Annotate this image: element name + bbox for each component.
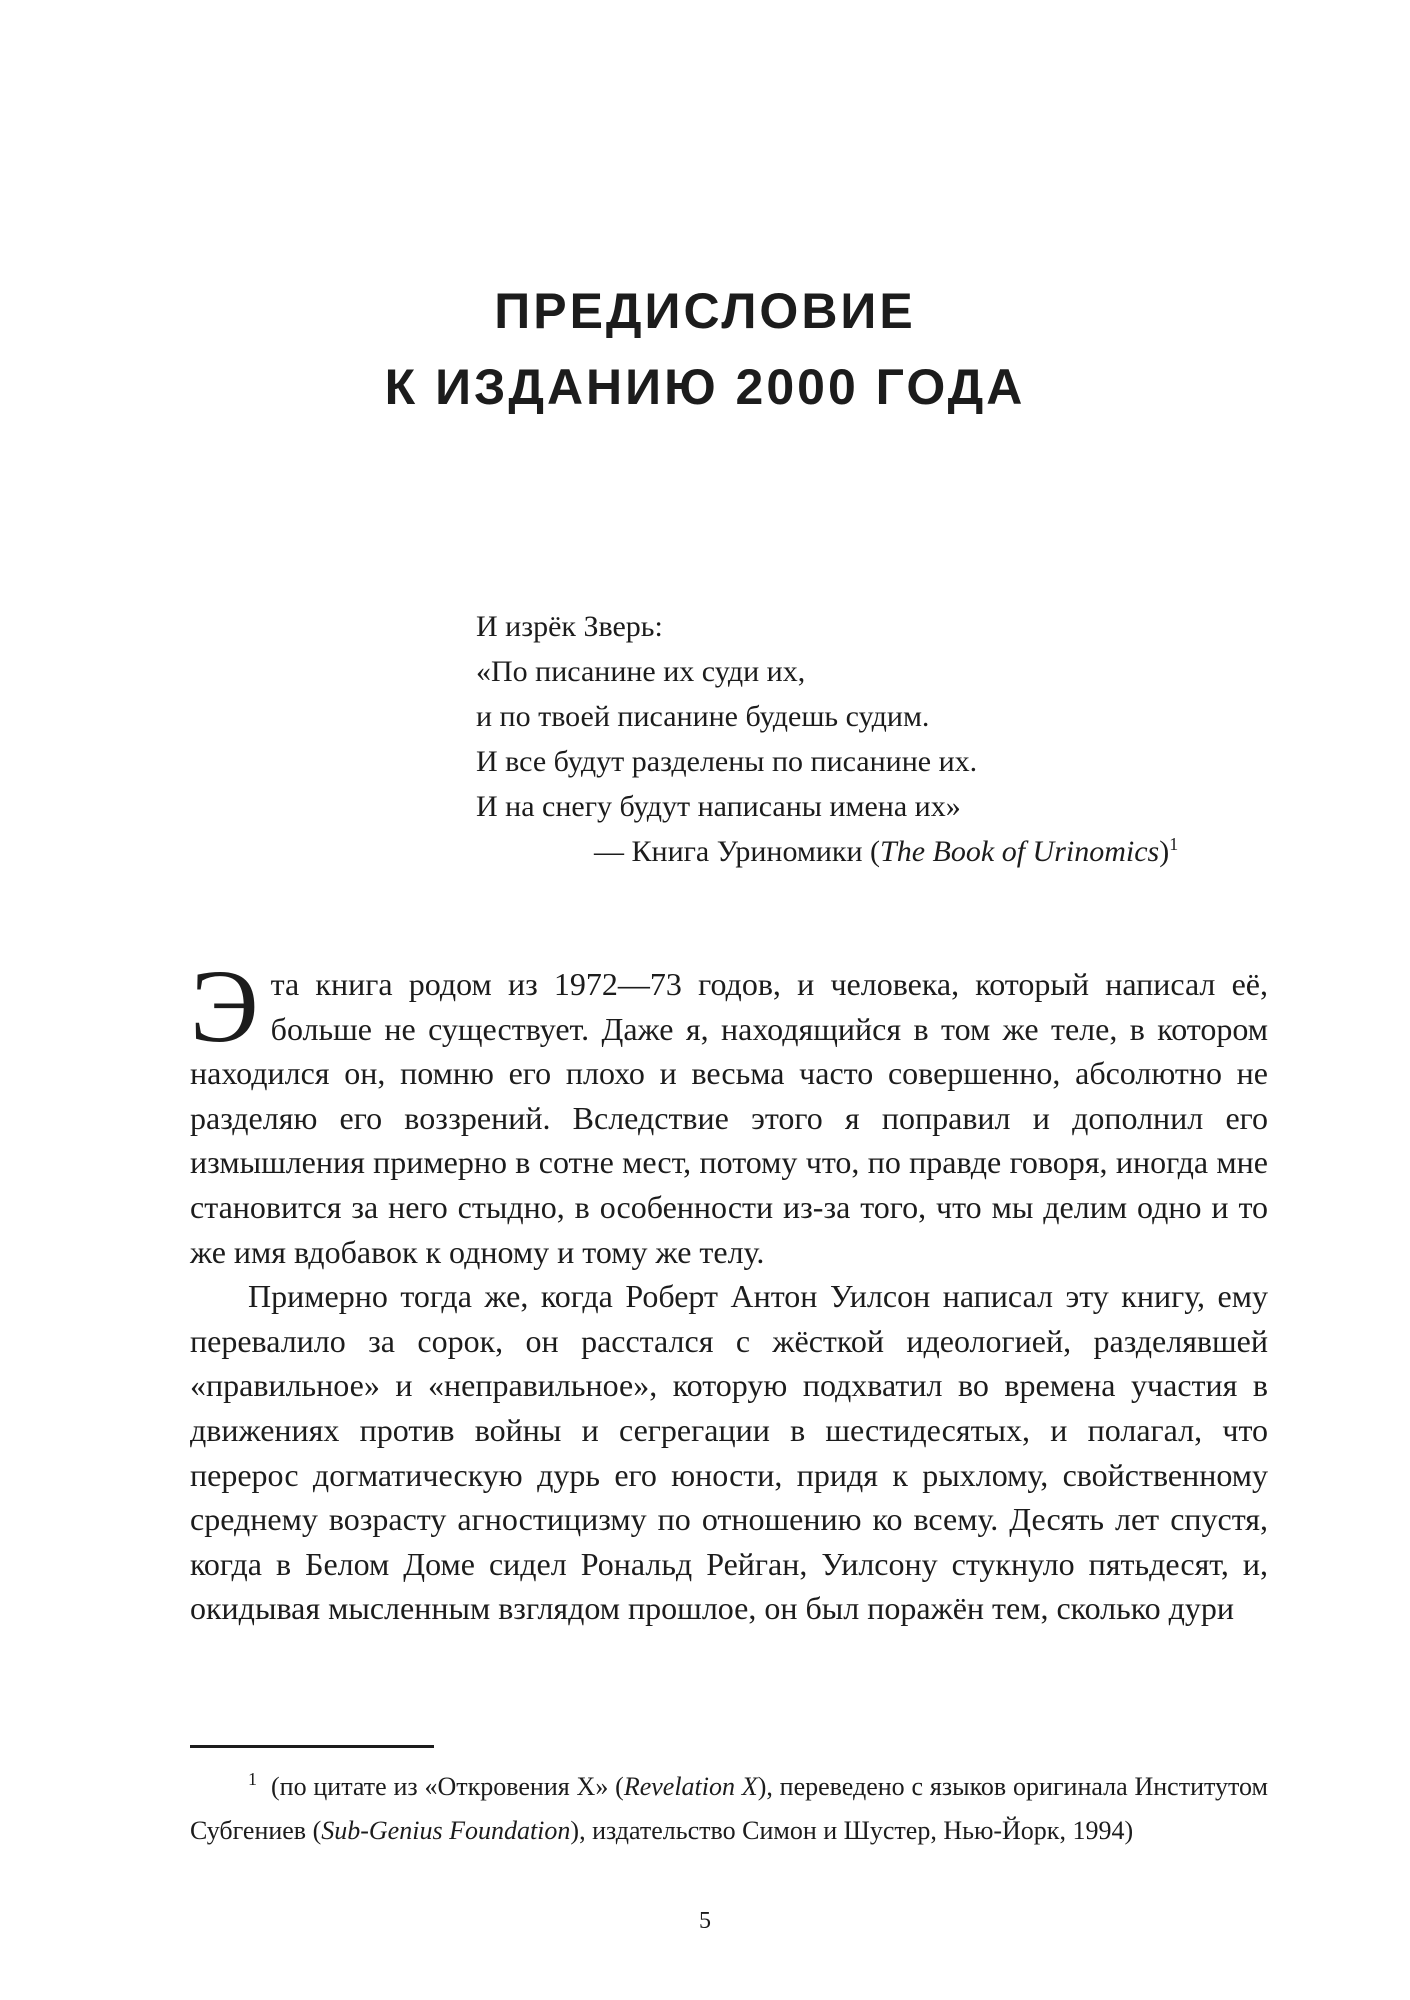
epigraph-line: «По писанине их суди их, [476, 655, 806, 688]
footnote [190, 1765, 1268, 1853]
footnote-text: (по цитате из «Откровения X» ( [271, 1772, 624, 1801]
attribution-title-italic: The Book of Urinomics [880, 835, 1160, 868]
paragraph-1-text: та книга родом из 1972—73 годов, и человека, который написал её, больше не существует. Даже я, находящийся в том же теле, в котором находился он, помню его плохо и весьма часто совершенно, абсолютно не разделяю его воззрений. Вследствие этого я поправил и дополнил его измышления примерно в сотне мест, потому что, по правде говоря, иногда мне становится за него стыдно, в особенности из-за того, что мы делим одно и то же имя вдобавок к одному и тому же телу. [190, 966, 1268, 1270]
footnote-marker: 1 [248, 1769, 257, 1790]
attribution-prefix: — Книга Уриномики ( [594, 835, 881, 868]
footnote-italic: Sub-Genius Foundation [321, 1816, 571, 1845]
footnote-divider [190, 1745, 434, 1748]
footnote-italic: Revelation X [623, 1772, 758, 1801]
footnote-text: ), издательство Симон и Шустер, Нью-Йорк, 1994) [570, 1816, 1134, 1845]
page-number: 5 [699, 1908, 711, 1934]
chapter-title-line-2: К ИЗДАНИЮ 2000 ГОДА [384, 359, 1026, 415]
drop-cap: Э [190, 949, 259, 1064]
epigraph-line: И изрёк Зверь: [476, 610, 663, 643]
footnote-text: ), переведено с языков оригинала Институтом Субгениев ( [190, 1772, 1268, 1845]
epigraph-line: И на снегу будут написаны имена их» [476, 790, 961, 823]
body-text [190, 949, 1268, 1631]
epigraph [476, 604, 1179, 868]
epigraph-attribution [594, 829, 1178, 874]
attribution-suffix: ) [1159, 835, 1170, 868]
chapter-title-line-1: ПРЕДИСЛОВИЕ [494, 283, 916, 339]
paragraph-2: Примерно тогда же, когда Роберт Антон Уилсон написал эту книгу, ему перевалило за сорок, он расстался с жёсткой идеологией, разделявшей «правильное» и «неправильное», которую подхватил во времена участия в движениях против войны и сегрегации в шестидесятых, и полагал, что перерос догматическую дурь его юности, придя к рыхлому, свойственному среднему возрасту агностицизму по отношению ко всему. Десять лет спустя, когда в Белом Доме сидел Рональд Рейган, Уилсону стукнуло пятьдесят, и, окидывая мысленным взглядом прошлое, он был поражён тем, сколько дури [190, 1278, 1268, 1627]
paragraph-1 [190, 949, 1268, 1274]
epigraph-line: И все будут разделены по писанине их. [476, 745, 978, 778]
footnote-reference[interactable]: 1 [1169, 834, 1179, 854]
epigraph-line: и по твоей писанине будешь судим. [476, 700, 930, 733]
